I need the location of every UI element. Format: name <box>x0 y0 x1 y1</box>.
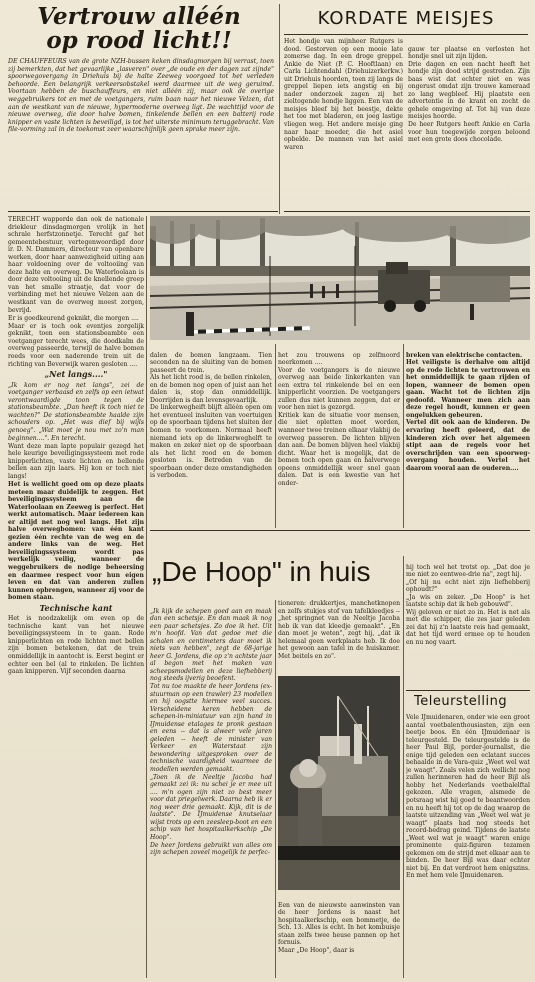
article-title-kordate: KORDATE MEISJES <box>317 8 495 29</box>
article-title-teleurstelling: Teleurstelling <box>414 694 508 709</box>
section-divider-right <box>284 211 530 212</box>
kordate-column-right: gauw ter plaatse en verlosten het hondje snel uit zijn lijden. Drie dagen en een nacht heeft het hondje zijn dood strijd gestreden. Zijn baas wist dat echter niet en was ongerust omdat zijn trouwe kameraad zo lang wegbleef. Hij plaatste een advertentie in de krant en zocht de gehele omgeving af. Tot hij van deze meisjes hoorde. De heer Rutgers heeft Ankie en Carla voor hun toegewijde zorgen beloond met een grote doos chocolade. <box>408 45 530 144</box>
column-divider <box>279 4 280 214</box>
title-underline <box>284 34 528 35</box>
subheading-technische-kant: Technische kant <box>39 602 113 613</box>
de-hoop-column-a: „Ik kijk de schepen goed aan en maak dan een schetsje. En dan maak ik nog een paar schetsjes. Zo doe ik het. Uit m'n hoofd. Van dat gedoe met die schalen en centimeters daar moet ik niets van hebben", zegt de 68-jarige heer G. Jordens, die op z'n achtste jaar al begon met het maken van scheepsmodellen en deze liefhebberij nog steeds ijverig beoefent. Tot nu toe maakte de heer Jordens (ex-stuurman op een trawler) 23 modellen en hij oogstte hiermee veel succes. Verscheidene keren hebben de schepen-in-miniatuur van zijn hand in IJmuidense etalages te pronk gestaan en eens -- dat is alweer vele jaren geleden -- heeft de minister van Verkeer en Waterstaat zijn bewondering uitgesproken over de technische vaardigheid waarmee de modellen werden gemaakt. „Toen ik de Neeltje Jacoba had gemaakt zei ik: nu schei je er mee uit .... m'n ogen zijn niet zo best meer voor dat priegelwerk. Daarna heb ik er nog weer drie gemaakt. Kijk, dit is de laatste". De IJmuidense knutselaar wijst trots op een zeesleep-boot en een schip van het hospitaalkerkschip „De Hoop". De heer Jordens gebruikt van alles om zijn schepen zoveel mogelijk te perfec- <box>150 607 272 857</box>
section-divider <box>150 530 530 531</box>
column-divider <box>403 556 404 978</box>
article1-column-4: breken van elektrische contacten. Het veiligste is derhalve om altijd op de rode lichten te vertrouwen en het onmiddellijk te gaan rijden of lopen, wanneer de bomen open gaan. Wacht tot de lichten zijn gedoofd. Wanneer men zich aan deze regel houdt, kunnen er geen ongelukken gebeuren. Vertel dit ook aan de kinderen. De ervaring heeft geleerd, dat de kinderen zich over het algemeen stipt aan de regels voor het overschrijden van een spoorweg-overgang houden. Vertel het daarom vooral aan de ouderen.... <box>406 351 530 472</box>
de-hoop-column-b: tioneren: drukkertjes, manchetknopen en zelfs stukjes stof van tafelkleedjes -- „het springnet van de Neeltje Jacoba heb ik van dat kleedje gemaakt". „En dan moet je weten", zegt hij, „dat ik helemaal geen werkplaats heb. Ik doe het gewoon aan tafel in de huiskamer. Met beitels en zo". <box>278 600 400 660</box>
column-divider <box>275 344 276 528</box>
photo-railway-crossing <box>150 216 530 340</box>
headline-line-1: Vertrouw alléén <box>37 3 241 30</box>
article1-column-2: dalen de bomen langzaam. Tien seconden na de sluiting van de bomen passeert de trein. Als het licht rood is, de bellen rinkelen, en de bomen nog open of juist aan het dalen is, stop dan onmiddellijk. Doorrijden is dan levensgevaarlijk. De linkerwegheift blijft alléén open om het eventueel insluiten van voertuigen op de spoorbaan tijdens het sluiten der bomen te voorkomen. Normaal heeft niemand iets op de linkerweghelft te maken en zeker niet op de spoorbaan als het licht rood en de bomen gesloten is. Betreden van de spoorbaan onder deze omstandigheden is verboden. <box>150 351 272 480</box>
article-lede: DE CHAUFFEURS van de grote NZH-bussen keken dinsdagmorgen bij verrast, toen zij bemerkten, dat het gevaarlijke „lasveren" over „de oude en der dagen zat zijnde" spoorwegovergang in Driehuis bij de halte Zeeweg voorgoed tot het verleden behoorde. Een belangrijk verkeersobstakel werd daarmee uit de weg geruimd. Voortaan hebben de buschauffeurs, en niet alléén zij, maar ook de overige weggebruikers tot en met de voetgangers, ruim baan naar het nieuwe Velzen, dat aan de westkant van de nieuwe, hypermoderne overweg ligt. De wachttijd voor de nieuwe overweg, die door halve bomen, tinkelende bellen en een batterij rode knipper en vaste lichten is beveiligd, is tot het uiterste minimum teruggebracht. Van file-vorming zal in de toekomst zeer waarschijnlijk geen sprake meer zijn. <box>8 58 274 134</box>
article1-column-left: TERECHT wapperde dan ook de nationale driekleur dinsdagmorgen vrolijk in het schrale herfstzonnetje. Terecht gaf het gemeentebestuur, vertegenwoordigd door ir. D. N. Dammers, directeur van openbare werken, door haar aanwezigheid uiting aan haar voldoening over de voltooiing van deze halte en overweg. De Waterloolaan is door deze voltooiing uit de knellende greep van het smalle straatje, dat voor de verbinding met het nieuwe Velzen aan de westkant van de overweg moest zorgen, bevrijd. Er is goedkeurend geknikt, die morgen .... Maar er is toch ook eventjes zorgelijk geknikt, toen een stationsbeambte een voetganger terecht wees, die doodkalm de overweg passeerde, terwijl de halve bomen reeds voor een naderende trein uit de richting van Beverwijk waren gesloten .... „Net langs...." „Ik kom er nog net langs", zei de voetganger verbaasd en zelfs op een ietwat verontwaardigde toon tegen de stationsbeambte. „Dan heeft ik toch niet te wachten?" De stationsbeambte haalde zijn schouders op. „Het was dief bij wijls genoeg". „Wat moet je nou met zo'n man beginnen....". En terecht. Want deze man lapte populair gezegd het hele keurige beveiligingssysteem met rode knipperlichten, vaste lichten en bellende bellen aan zijn laars. Hij kon er toch niet langs! Het is wellicht goed om op deze plaats meteen maar duidelijk te zeggen. Het beveiligingssysteem aan de Waterloolaan en Zeeweg is perfect. Het werkt automatisch. Maar iedereen kan er altijd net nog wel langs. Het zijn halve overwegbomen: van één kant gezien één rechte van de weg en de andere links van de weg. Het beveiligingssysteem wordt pas werkelijk veilig, wanneer de weggebruikers de nodige beheersing en daarmee respect voor hun eigen leven en dat van anderen zullen kunnen opbrengen, wanneer zij voor de bomen staan. Technische kant Het is noodzakelijk om even op de technische kant van het nieuwe beveiligingssysteem in te gaan. Rode knipperlichten en rode lichten met bellen zijn bomen betekenen, dat de trein onmiddellijk in aantocht is. Eerst begint er echter een bel (al te rinkelen. De lichten gaan knipperen. Vijf seconden daarna <box>8 216 144 676</box>
de-hoop-column-b2: Een van de nieuwste aanwinsten van de heer Jordens is naast het hospitaalkerkschip, een bommetje, de Sch. 13. Alles is echt. In het kombuisje staan zelfs twee heuse pannen op het fornuis. Maar „De Hoop", daar is <box>278 901 400 954</box>
headline-line-2: op rood licht!! <box>46 27 232 54</box>
kordate-column-left: Het hondje van mijnheer Rutgers is dood. Gestorven op een mooie late zomerse dag. In een droge greppel. Ankie de Niet (P. C. Hooftlaan) en Carla Lichtendahl (Driehuizerkerkw.) uit Driehuis hoorden, toen zij langs de greppel liepen iets angstig en bij nader onderzoek zagen zij het zieltogende hondje liggen. Een van de meisjes bleef bij het beestje, dekte het toe met bladeren, en joeg lastige vliegen weg. Het andere meisje ging naar haar moeder, die het asiel opbelde. De mannen van het asiel waren <box>284 38 403 151</box>
article1-column-3: het zou trouwens op zelfmoord neerkomen .... Voor de voetgangers is de nieuwe overweg aan beide linkerkanten van een extra tel rinkelende bel en een knipperlicht voorzien. De voetgangers zullen dus niet kunnen zeggen, dat er voor hen niet is gezorgd. Kritiek kan de situatie voor mensen, die niet opletten moet worden, wanneer twee treinen elkaar vlakbij de overweg passeren. De lichten blijven dan aan. De bomen blijven heel vlakbij dicht. Waar het is mogelijk, dat de bomen toch open gaan en halverwege opeens onmiddellijk weer snel gaan dalen. Dat is een kwestie van het onder- <box>278 351 400 487</box>
section-divider <box>8 211 278 212</box>
subheading-net-langs: „Net langs...." <box>44 369 108 380</box>
section-divider <box>406 690 530 691</box>
column-divider <box>403 344 404 528</box>
photo-ship-model <box>278 676 400 890</box>
article-title-de-hoop: „De Hoop" in huis <box>152 556 371 587</box>
column-divider <box>275 600 276 978</box>
teleurstelling-body: Vele IJmuidenaren, onder wie een groot aantal voetbalenthousiasten, zijn een beetje boos. En één IJmuidenaar is teleurgesteld. De teleurgestelde is de heer Paul Bijl, porder-journalist, die enige tijd geleden een eclatant succes behaalde in de Vara-quiz „Weet wel wat je waagt". Zoals velen zich wellicht nog zullen herinneren had de heer Bijl als hobby het Nederlands voetbalelftal gekozen. Alle vragen, alsmede de potsraag wist hij goed te beantwoorden en nu heeft hij tot op de dag waarop de laatste uitzending van „Weet wel wat je waagt" plaats had nog steeds het record-bedrag geind. Tijdens de laatste „Weet wel wat je waagt" waren enige prominente quiz-figuren tezamen gekomen om de strijd met elkaar aan te binden. De heer Bijl was daar echter niet bij. En dat verdroot hem enigszins. En met hem vele IJmuidenaren. <box>406 714 530 880</box>
de-hoop-column-c: hij toch wel het trotst op. „Dat doe je me niet zo eentwee-drie na", zegt hij. „Of hij nu echt niet zijn liefhebberij ophoudt?" „Ja wis en zeker. „De Hoop" is het laatste schip dat ik heb gebouwd". Wij geloven er niet zo in. Het is net als met die schipper, die zes jaar geleden zei dat hij z'n laatste reis had gemaakt, dat het tijd werd ermee op te houden en nu nog vaart. <box>406 563 530 647</box>
column-divider <box>146 216 147 978</box>
